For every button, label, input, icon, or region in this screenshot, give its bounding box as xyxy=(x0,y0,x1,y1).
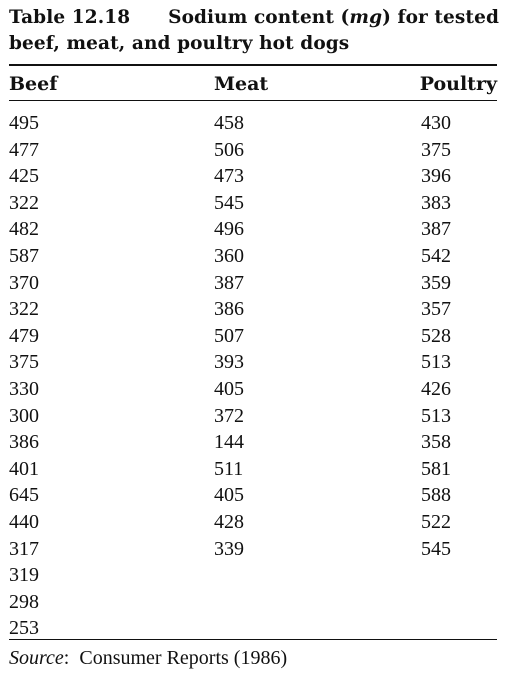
poultry-value: 375 xyxy=(421,138,451,161)
beef-value: 645 xyxy=(9,484,39,507)
poultry-value: 588 xyxy=(421,484,451,507)
meat-value: 507 xyxy=(214,324,244,347)
poultry-value: 430 xyxy=(421,112,451,134)
caption-unit: mg xyxy=(349,7,383,28)
beef-value: 440 xyxy=(9,510,39,533)
beef-value: 477 xyxy=(9,138,39,161)
meat-column xyxy=(214,110,244,562)
meat-value: 372 xyxy=(214,404,244,427)
column-header-poultry: Poultry xyxy=(419,73,497,95)
beef-value: 375 xyxy=(9,351,39,374)
source-note xyxy=(9,645,287,671)
beef-value: 482 xyxy=(9,218,39,241)
beef-value: 495 xyxy=(9,112,39,134)
poultry-value: 542 xyxy=(421,244,451,267)
poultry-value: 426 xyxy=(421,377,451,400)
caption-line-1 xyxy=(9,5,499,31)
beef-value: 587 xyxy=(9,244,39,267)
poultry-column xyxy=(421,110,451,562)
poultry-value: 522 xyxy=(421,510,451,533)
beef-value: 317 xyxy=(9,537,39,560)
beef-value: 322 xyxy=(9,191,39,214)
beef-value: 298 xyxy=(9,590,39,613)
meat-value: 360 xyxy=(214,244,244,267)
caption-title-part-1 xyxy=(168,5,499,31)
meat-value: 458 xyxy=(214,112,244,134)
meat-value: 506 xyxy=(214,138,244,161)
meat-value: 545 xyxy=(214,191,244,214)
meat-value: 473 xyxy=(214,165,244,188)
header-rule xyxy=(9,100,497,101)
meat-value: 496 xyxy=(214,218,244,241)
poultry-value: 513 xyxy=(421,404,451,427)
source-text: Consumer Reports (1986) xyxy=(79,647,288,669)
beef-value: 425 xyxy=(9,165,39,188)
meat-value: 405 xyxy=(214,484,244,507)
beef-value: 300 xyxy=(9,404,39,427)
meat-value: 386 xyxy=(214,298,244,321)
poultry-value: 528 xyxy=(421,324,451,347)
column-header-beef: Beef xyxy=(9,73,58,95)
table-number: Table 12.18 xyxy=(9,7,131,28)
meat-value: 387 xyxy=(214,271,244,294)
meat-value: 144 xyxy=(214,431,244,454)
poultry-value: 357 xyxy=(421,298,451,321)
beef-value: 330 xyxy=(9,377,39,400)
poultry-value: 387 xyxy=(421,218,451,241)
source-label: Source xyxy=(9,647,64,669)
table-caption xyxy=(9,5,499,57)
top-rule xyxy=(9,64,497,66)
column-header-meat: Meat xyxy=(214,73,269,95)
poultry-value: 545 xyxy=(421,537,451,560)
caption-title-suffix: ) for tested xyxy=(382,7,499,28)
beef-value: 401 xyxy=(9,457,39,480)
meat-value: 339 xyxy=(214,537,244,560)
bottom-rule xyxy=(9,639,497,640)
beef-column xyxy=(9,110,39,642)
poultry-value: 359 xyxy=(421,271,451,294)
beef-value: 322 xyxy=(9,298,39,321)
meat-value: 405 xyxy=(214,377,244,400)
poultry-value: 513 xyxy=(421,351,451,374)
caption-title-prefix: Sodium content ( xyxy=(168,7,350,28)
poultry-value: 383 xyxy=(421,191,451,214)
beef-value: 386 xyxy=(9,431,39,454)
meat-value: 428 xyxy=(214,510,244,533)
beef-value: 253 xyxy=(9,617,39,640)
source-separator: : xyxy=(63,647,70,669)
poultry-value: 358 xyxy=(421,431,451,454)
beef-value: 370 xyxy=(9,271,39,294)
beef-value: 319 xyxy=(9,564,39,587)
poultry-value: 581 xyxy=(421,457,451,480)
beef-value: 479 xyxy=(9,324,39,347)
meat-value: 511 xyxy=(214,457,244,480)
meat-value: 393 xyxy=(214,351,244,374)
caption-line-2: beef, meat, and poultry hot dogs xyxy=(9,33,350,54)
poultry-value: 396 xyxy=(421,165,451,188)
